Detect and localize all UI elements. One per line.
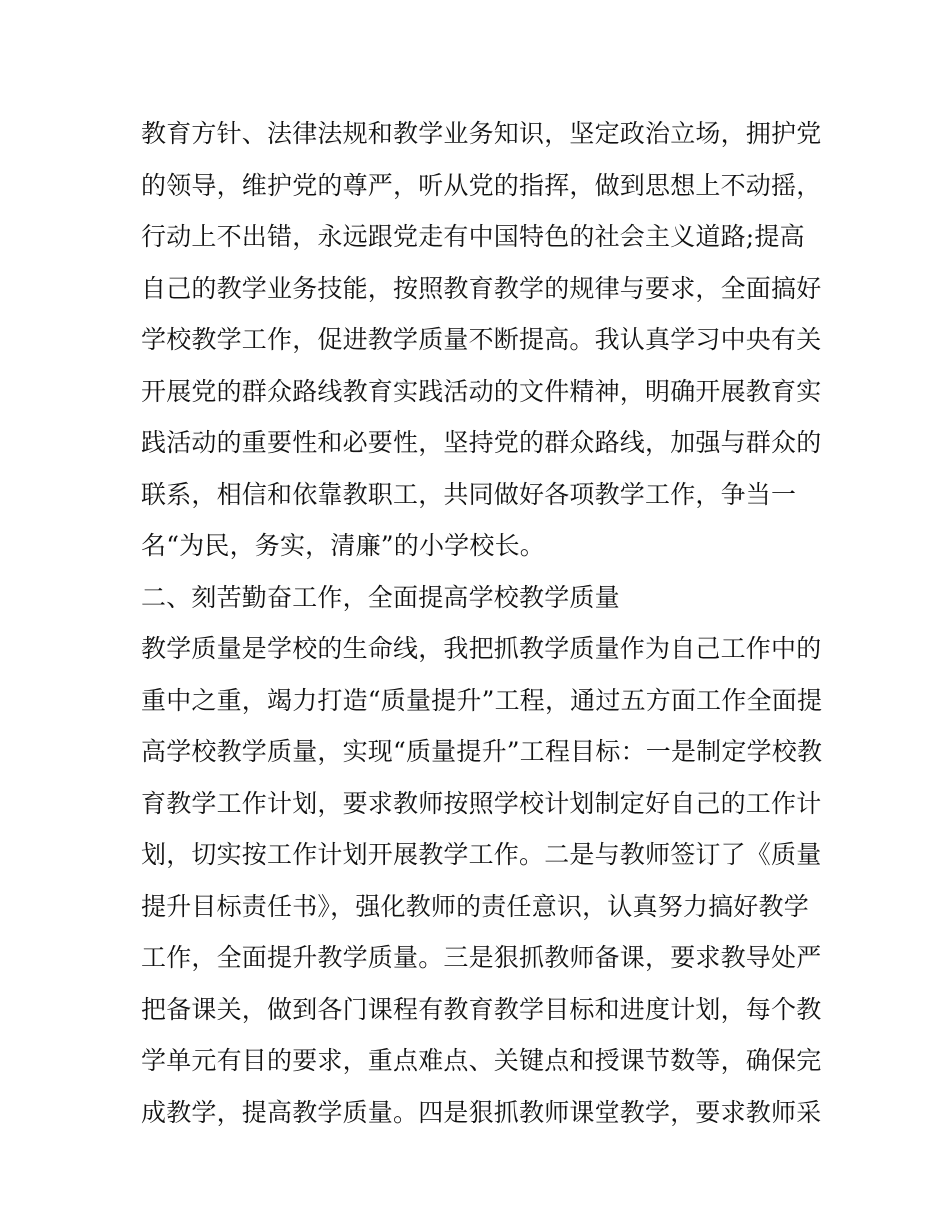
text-line: 学单元有目的要求，重点难点、关键点和授课节数等，确保完 [141, 1046, 822, 1075]
text-line: 成教学，提高教学质量。四是狠抓教师课堂教学，要求教师采 [141, 1097, 822, 1127]
text-line: 学校教学工作，促进教学质量不断提高。我认真学习中央有关 [141, 325, 822, 354]
text-line: 教学质量是学校的生命线，我把抓教学质量作为自己工作中的 [141, 634, 822, 663]
text-line: 教育方针、法律法规和教学业务知识，坚定政治立场，拥护党 [141, 119, 822, 148]
text-line: 高学校教学质量，实现“质量提升”工程目标：一是制定学校教 [141, 737, 823, 766]
text-line: 工作，全面提升教学质量。三是狠抓教师备课，要求教导处严 [141, 943, 822, 972]
section-heading: 二、刻苦勤奋工作，全面提高学校教学质量 [141, 582, 620, 612]
text-line: 开展党的群众路线教育实践活动的文件精神，明确开展教育实 [141, 376, 822, 406]
text-line: 自己的教学业务技能，按照教育教学的规律与要求，全面搞好 [141, 273, 822, 303]
text-line: 联系，相信和依靠教职工，共同做好各项教学工作，争当一 [141, 479, 797, 509]
text-line: 践活动的重要性和必要性，坚持党的群众路线，加强与群众的 [141, 428, 822, 457]
document-body [141, 108, 821, 1138]
text-line: 的领导，维护党的尊严，听从党的指挥，做到思想上不动摇， [141, 170, 822, 200]
text-line: 提升目标责任书》，强化教师的责任意识，认真努力搞好教学 [141, 891, 809, 921]
text-line: 把备课关，做到各门课程有教育教学目标和进度计划，每个教 [141, 994, 822, 1024]
text-line: 划，切实按工作计划开展教学工作。二是与教师签订了《质量 [141, 840, 822, 869]
text-line: 重中之重，竭力打造“质量提升”工程，通过五方面工作全面提 [141, 685, 823, 715]
text-line: 名“为民，务实，清廉”的小学校长。 [141, 531, 545, 560]
text-line: 育教学工作计划，要求教师按照学校计划制定好自己的工作计 [141, 788, 822, 818]
text-line: 行动上不出错，永远跟党走有中国特色的社会主义道路;提高 [141, 222, 805, 251]
